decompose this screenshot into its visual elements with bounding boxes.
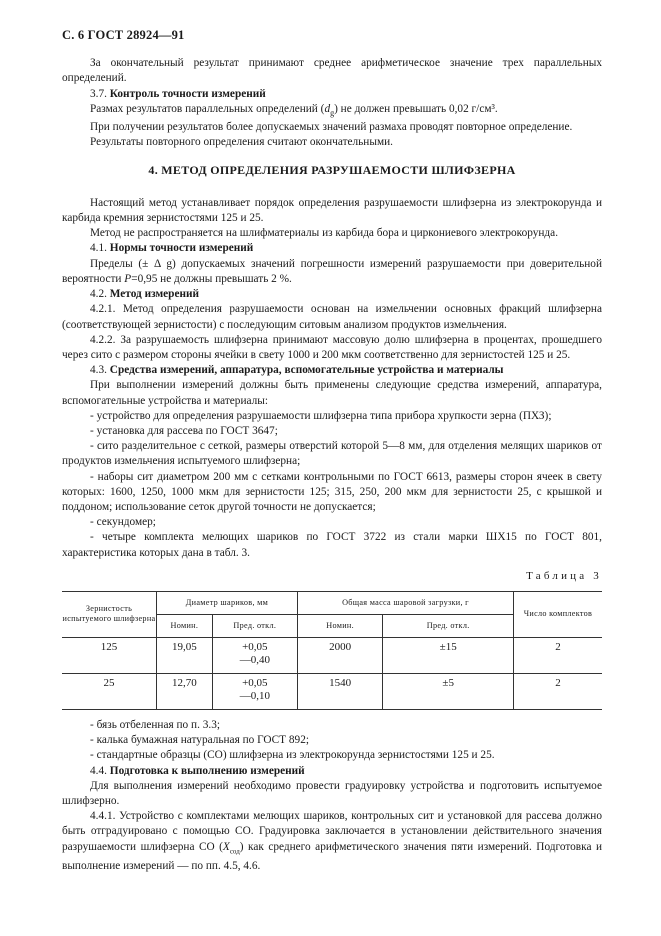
text-run: ) как среднего арифметического значения пяти измерений. Подготовка и выполнение измерений — по пп. 4.5, 4.6. xyxy=(62,840,603,873)
header-sets: Число комплектов xyxy=(514,591,603,637)
paragraph: За окончательный результат принимают среднее арифметическое значение трех параллельных определений. xyxy=(62,57,602,85)
paragraph: 4.2.2. За разрушаемость шлифзерна принимают массовую долю шлифзерна в процентах, прошедшего через сито с размером стороны ячейки в свету 1000 и 200 мкм соответственно для зернистостей 125 и 25. xyxy=(62,333,602,361)
subscript: g xyxy=(330,108,335,118)
subscript: сод xyxy=(229,846,240,855)
subsection-4-1 xyxy=(62,241,602,256)
subsection-4-3 xyxy=(62,363,602,378)
list-item: - калька бумажная натуральная по ГОСТ 892; xyxy=(90,734,309,747)
list-item: - четыре комплекта мелющих шариков по ГОСТ 3722 из стали марки ШХ15 по ГОСТ 801, характеристика которых дана в табл. 3. xyxy=(62,531,602,559)
symbol: X xyxy=(222,840,230,853)
subsection-title: Метод измерений xyxy=(109,288,199,301)
paragraph xyxy=(62,257,602,287)
text-run: 4.4.1. Устройство с комплектами мелющих шариков, контрольных сит и установкой для рассева должно быть отградуировано с помощью СО. Градуировка заключается в установлении действительного значения разрушаемости шлифзерна СО ( xyxy=(62,810,602,853)
header-grain: Зернистость испытуемого шлифзерна xyxy=(62,591,157,637)
table-row xyxy=(62,673,602,709)
balls-table xyxy=(62,591,602,710)
cell-mass-deviation: ±5 xyxy=(383,673,514,709)
table-header-row xyxy=(62,591,602,614)
subsection-number: 4.2. xyxy=(90,288,107,301)
page-header: С. 6 ГОСТ 28924—91 xyxy=(62,28,185,42)
list-item: - устройство для определения разрушаемости шлифзерна типа прибора хрупкости зерна (ПХЗ); xyxy=(90,409,552,422)
list-item: - сито разделительное с сеткой, размеры отверстий которой 5—8 мм, для отделения мелящих шариков от продуктов измельчения испытуемого шлифзерна; xyxy=(62,440,602,468)
cell-deviation xyxy=(212,637,297,673)
header-nominal: Номин. xyxy=(157,614,213,637)
list-item: - секундомер; xyxy=(90,516,156,529)
header-deviation: Пред. откл. xyxy=(212,614,297,637)
subsection-number: 4.4. xyxy=(90,764,107,777)
subsection-number: 3.7. xyxy=(90,87,107,100)
subsection-title: Средства измерений, аппаратура, вспомогательные устройства и материалы xyxy=(109,364,504,377)
text-run: =0,95 не должны превышать 2 %. xyxy=(131,272,292,285)
subsection-number: 4.3. xyxy=(90,364,107,377)
symbol: d xyxy=(324,102,331,115)
list-item: - установка для рассева по ГОСТ 3647; xyxy=(90,424,278,437)
paragraph xyxy=(62,102,602,120)
deviation-upper: +0,05 xyxy=(242,676,268,689)
header-mass: Общая масса шаровой загрузки, г xyxy=(297,591,513,614)
paragraph xyxy=(62,809,602,874)
subsection-4-4 xyxy=(62,764,602,779)
document-page xyxy=(62,28,602,874)
header-diameter: Диаметр шариков, мм xyxy=(157,591,298,614)
paragraph: Результаты повторного определения считают окончательными. xyxy=(90,136,393,149)
table-caption: Таблица 3 xyxy=(526,569,602,582)
subsection-4-2 xyxy=(62,287,602,302)
deviation-lower: —0,10 xyxy=(239,689,270,702)
cell-sets: 2 xyxy=(514,637,603,673)
section-heading: 4. МЕТОД ОПРЕДЕЛЕНИЯ РАЗРУШАЕМОСТИ ШЛИФЗЕРНА xyxy=(148,162,516,177)
list-item: - наборы сит диаметром 200 мм с сетками контрольными по ГОСТ 6613, размеры сторон ячеек в свету которых: 1600, 1250, 1000 мкм для зернистости 125; 315, 250, 200 мкм для зернистости 25, с крышкой и поддоном; использование сеток другой точности не допускается; xyxy=(62,470,602,513)
symbol: P xyxy=(124,272,132,285)
cell-mass: 1540 xyxy=(297,673,382,709)
paragraph: Метод не распространяется на шлифматериалы из карбида бора и циркониевого электрокорунда. xyxy=(90,227,559,240)
subsection-3-7 xyxy=(62,87,602,102)
table-row xyxy=(62,637,602,673)
cell-diameter: 19,05 xyxy=(157,637,213,673)
subsection-number: 4.1. xyxy=(90,242,107,255)
text-run: ) не должен превышать 0,02 г/см³. xyxy=(334,102,498,115)
cell-deviation xyxy=(212,673,297,709)
text-run: Размах результатов параллельных определений ( xyxy=(90,102,325,115)
cell-diameter: 12,70 xyxy=(157,673,213,709)
cell-mass: 2000 xyxy=(297,637,382,673)
subsection-title: Подготовка к выполнению измерений xyxy=(109,764,305,777)
subsection-title: Контроль точности измерений xyxy=(109,87,266,100)
paragraph: Настоящий метод устанавливает порядок определения разрушаемости шлифзерна из электрокорунда и карбида кремния зернистостями 125 и 25. xyxy=(62,196,602,225)
deviation-lower: —0,40 xyxy=(239,653,270,666)
subsection-title: Нормы точности измерений xyxy=(109,242,254,255)
cell-grain: 25 xyxy=(62,673,157,709)
header-deviation: Пред. откл. xyxy=(383,614,514,637)
paragraph: Для выполнения измерений необходимо провести градуировку устройства и подготовить испытуемое шлифзерно. xyxy=(62,779,602,807)
cell-mass-deviation: ±15 xyxy=(383,637,514,673)
paragraph: 4.2.1. Метод определения разрушаемости основан на измельчении основных фракций шлифзерна (соответствующей зернистости) с последующим ситовым анализом продуктов измельчения. xyxy=(62,303,602,331)
header-nominal: Номин. xyxy=(297,614,382,637)
after-table xyxy=(62,718,602,874)
list-item: - стандартные образцы (СО) шлифзерна из электрокорунда зернистостями 125 и 25. xyxy=(90,749,495,762)
paragraph: При выполнении измерений должны быть применены следующие средства измерений, аппаратура, вспомогательные устройства и материалы: xyxy=(62,379,602,407)
text-run: Пределы (± Δ g) допускаемых значений погрешности измерений разрушаемости при доверительной вероятности xyxy=(62,257,602,285)
list-item: - бязь отбеленная по п. 3.3; xyxy=(90,718,220,731)
paragraph: При получении результатов более допускаемых значений размаха проводят повторное определение. xyxy=(90,121,573,134)
cell-grain: 125 xyxy=(62,637,157,673)
cell-sets: 2 xyxy=(514,673,603,709)
deviation-upper: +0,05 xyxy=(242,640,268,653)
